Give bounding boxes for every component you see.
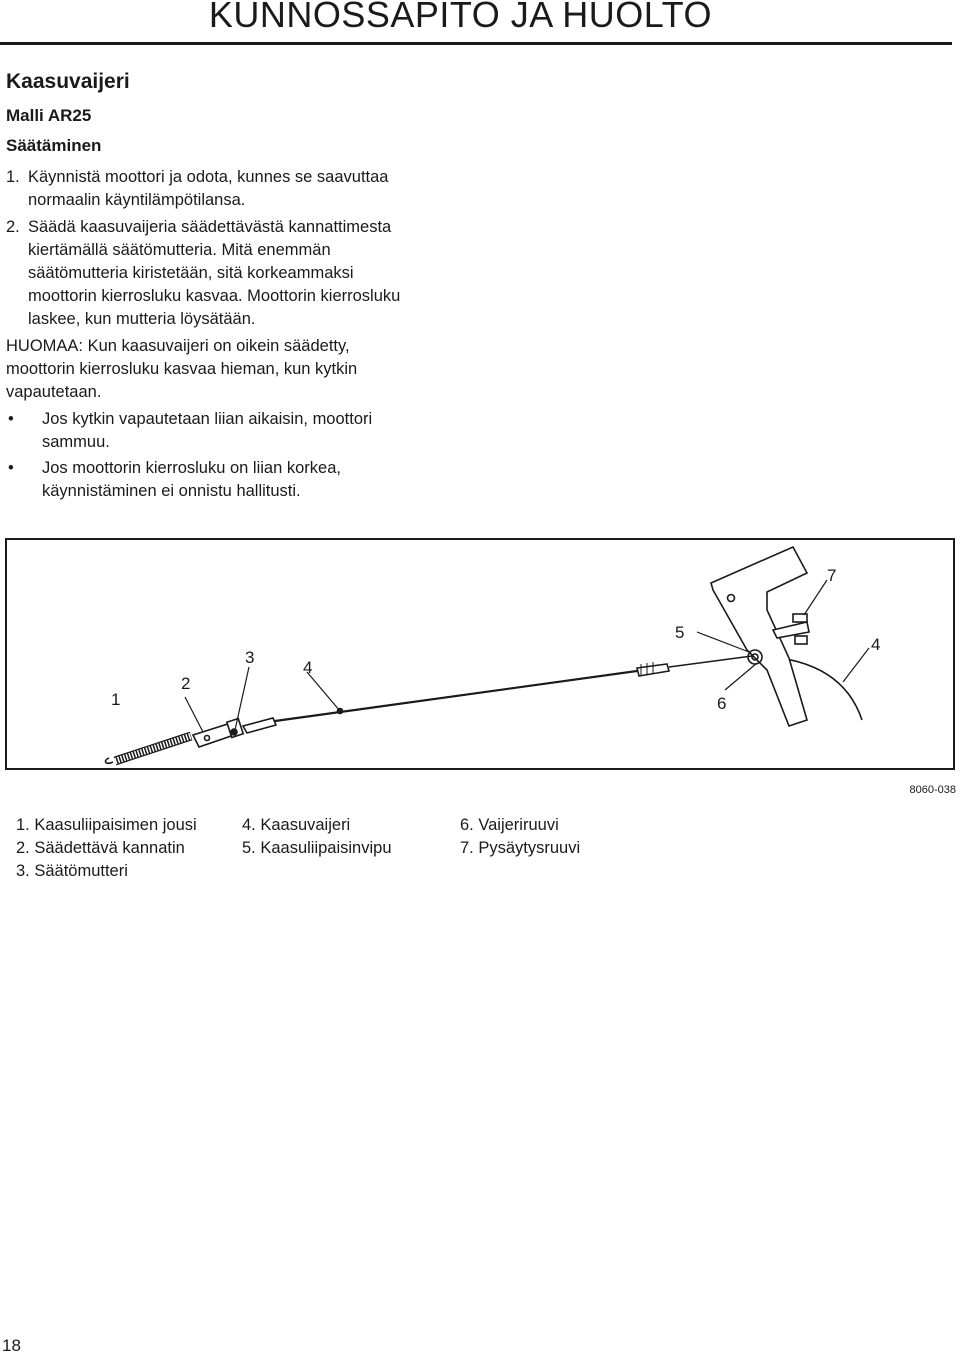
bullet-text xyxy=(42,408,372,454)
figure-code: 8060-038 xyxy=(909,784,956,796)
legend-item: 4. Kaasuvaijeri xyxy=(242,816,351,834)
callout-2: 2 xyxy=(181,674,191,693)
bullet-text xyxy=(42,457,341,503)
legend-item: 3. Säätömutteri xyxy=(16,862,128,880)
note-line: vapautetaan. xyxy=(6,383,102,401)
step-line: laskee, kun mutteria löysätään. xyxy=(28,310,256,328)
note xyxy=(6,335,466,404)
note-line: HUOMAA: Kun kaasuvaijeri on oikein säädetty, xyxy=(6,337,350,355)
throttle-spring-drawing xyxy=(106,736,191,763)
note-line: moottorin kierrosluku kasvaa hieman, kun kytkin xyxy=(6,360,358,378)
step-line: Säädä kaasuvaijeria säädettävästä kannattimesta xyxy=(28,218,392,236)
bullet-item xyxy=(6,457,466,503)
legend-item: 6. Vaijeriruuvi xyxy=(460,816,559,834)
legend-item: 2. Säädettävä kannatin xyxy=(16,839,185,857)
callout-1: 1 xyxy=(111,690,121,709)
bullet-line: sammuu. xyxy=(42,433,110,451)
legend-item: 7. Pysäytysruuvi xyxy=(460,839,581,857)
callout-4a: 4 xyxy=(303,658,313,677)
step-line: normaalin käyntilämpötilansa. xyxy=(28,191,246,209)
figure-legend xyxy=(16,814,660,882)
section-title: Kaasuvaijeri xyxy=(6,70,130,93)
legend-item: 1. Kaasuliipaisimen jousi xyxy=(16,816,197,834)
legend-item: 5. Kaasuliipaisinvipu xyxy=(242,839,392,857)
bullet-item xyxy=(6,408,466,454)
step-text xyxy=(28,216,400,331)
header-rule xyxy=(0,42,952,45)
callout-7: 7 xyxy=(827,566,837,585)
content-column xyxy=(6,70,466,506)
bullet-line: käynnistäminen ei onnistu hallitusti. xyxy=(42,482,301,500)
callout-6: 6 xyxy=(717,694,727,713)
step-text xyxy=(28,166,388,212)
callout-3: 3 xyxy=(245,648,255,667)
throttle-cable-diagram xyxy=(7,540,957,772)
callout-5: 5 xyxy=(675,623,685,642)
bullet-line: Jos kytkin vapautetaan liian aikaisin, moottori xyxy=(42,410,373,428)
step-line: säätömutteria kiristetään, sitä korkeammaksi xyxy=(28,264,354,282)
step-1 xyxy=(6,166,466,212)
page-header-title: KUNNOSSAPITO JA HUOLTO xyxy=(208,0,712,35)
bullet-icon: • xyxy=(8,459,14,477)
step-2 xyxy=(6,216,466,331)
bullet-line: Jos moottorin kierrosluku on liian korkea, xyxy=(42,459,341,477)
adjustable-bracket-drawing xyxy=(193,719,243,747)
adjustment-heading: Säätäminen xyxy=(6,136,102,155)
throttle-cable-figure xyxy=(5,538,955,770)
step-number: 1. xyxy=(6,168,20,186)
page-number: 18 xyxy=(2,1336,21,1355)
step-line: Käynnistä moottori ja odota, kunnes se saavuttaa xyxy=(28,168,389,186)
step-number: 2. xyxy=(6,218,20,236)
model-heading: Malli AR25 xyxy=(6,106,92,125)
step-line: moottorin kierrosluku kasvaa. Moottorin kierrosluku xyxy=(28,287,401,305)
step-line: kiertämällä säätömutteria. Mitä enemmän xyxy=(28,241,331,259)
bullet-icon: • xyxy=(8,410,14,428)
callout-4b: 4 xyxy=(871,635,881,654)
